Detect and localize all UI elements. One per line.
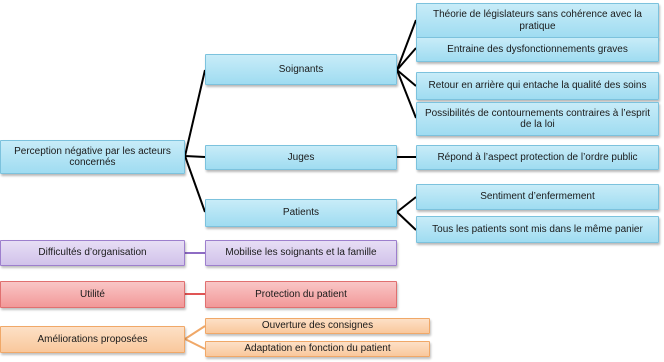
node-soignants-label: Soignants <box>278 63 324 75</box>
node-utilite-label: Utilité <box>79 288 105 300</box>
connector-root-branches <box>185 70 205 212</box>
leaf-soignants-1 <box>416 3 659 38</box>
leaf-soignants-2 <box>416 37 659 62</box>
leaf-label: Tous les patients sont mis dans le même panier <box>432 223 643 235</box>
leaf-label: Retour en arrière qui entache la qualité des soins <box>428 80 647 92</box>
connector-ameliorations <box>185 326 205 349</box>
leaf-soignants-3 <box>416 72 659 100</box>
connector-soignants-children <box>397 20 416 118</box>
leaf-label: Protection du patient <box>255 288 347 300</box>
leaf-juges-1 <box>416 145 659 170</box>
node-patients-label: Patients <box>282 207 320 219</box>
leaf-label: Entraine des dysfonctionnements graves <box>447 43 628 55</box>
node-juges <box>205 145 397 170</box>
node-juges-label: Juges <box>287 151 315 163</box>
connector-patients-children <box>397 197 416 230</box>
leaf-difficultes-1 <box>205 240 397 266</box>
leaf-ameliorations-2 <box>205 341 430 357</box>
node-soignants <box>205 54 397 85</box>
root-node-perception <box>0 140 185 174</box>
leaf-label: Adaptation en fonction du patient <box>244 343 391 355</box>
node-utilite <box>0 281 185 308</box>
leaf-label: Mobilise les soignants et la famille <box>225 247 377 259</box>
leaf-soignants-4 <box>416 102 659 136</box>
leaf-label: Sentiment d’enfermement <box>480 191 595 203</box>
root-node-label: Perception négative par les acteurs concernés <box>14 145 171 168</box>
node-ameliorations-label: Améliorations proposées <box>37 333 148 345</box>
leaf-label: Possibilités de contournements contraires à l’esprit de la loi <box>424 107 651 130</box>
leaf-label: Répond à l’aspect protection de l’ordre public <box>437 151 638 163</box>
leaf-ameliorations-1 <box>205 318 430 334</box>
node-difficultes-organisation <box>0 240 185 266</box>
leaf-patients-2 <box>416 216 659 243</box>
leaf-patients-1 <box>416 184 659 210</box>
node-ameliorations-proposees <box>0 326 185 353</box>
leaf-label: Ouverture des consignes <box>261 320 374 332</box>
leaf-utilite-1 <box>205 281 397 308</box>
leaf-label: Théorie de législateurs sans cohérence avec la pratique <box>432 9 642 32</box>
node-patients <box>205 199 397 227</box>
node-difficultes-label: Difficultés d’organisation <box>38 247 147 259</box>
